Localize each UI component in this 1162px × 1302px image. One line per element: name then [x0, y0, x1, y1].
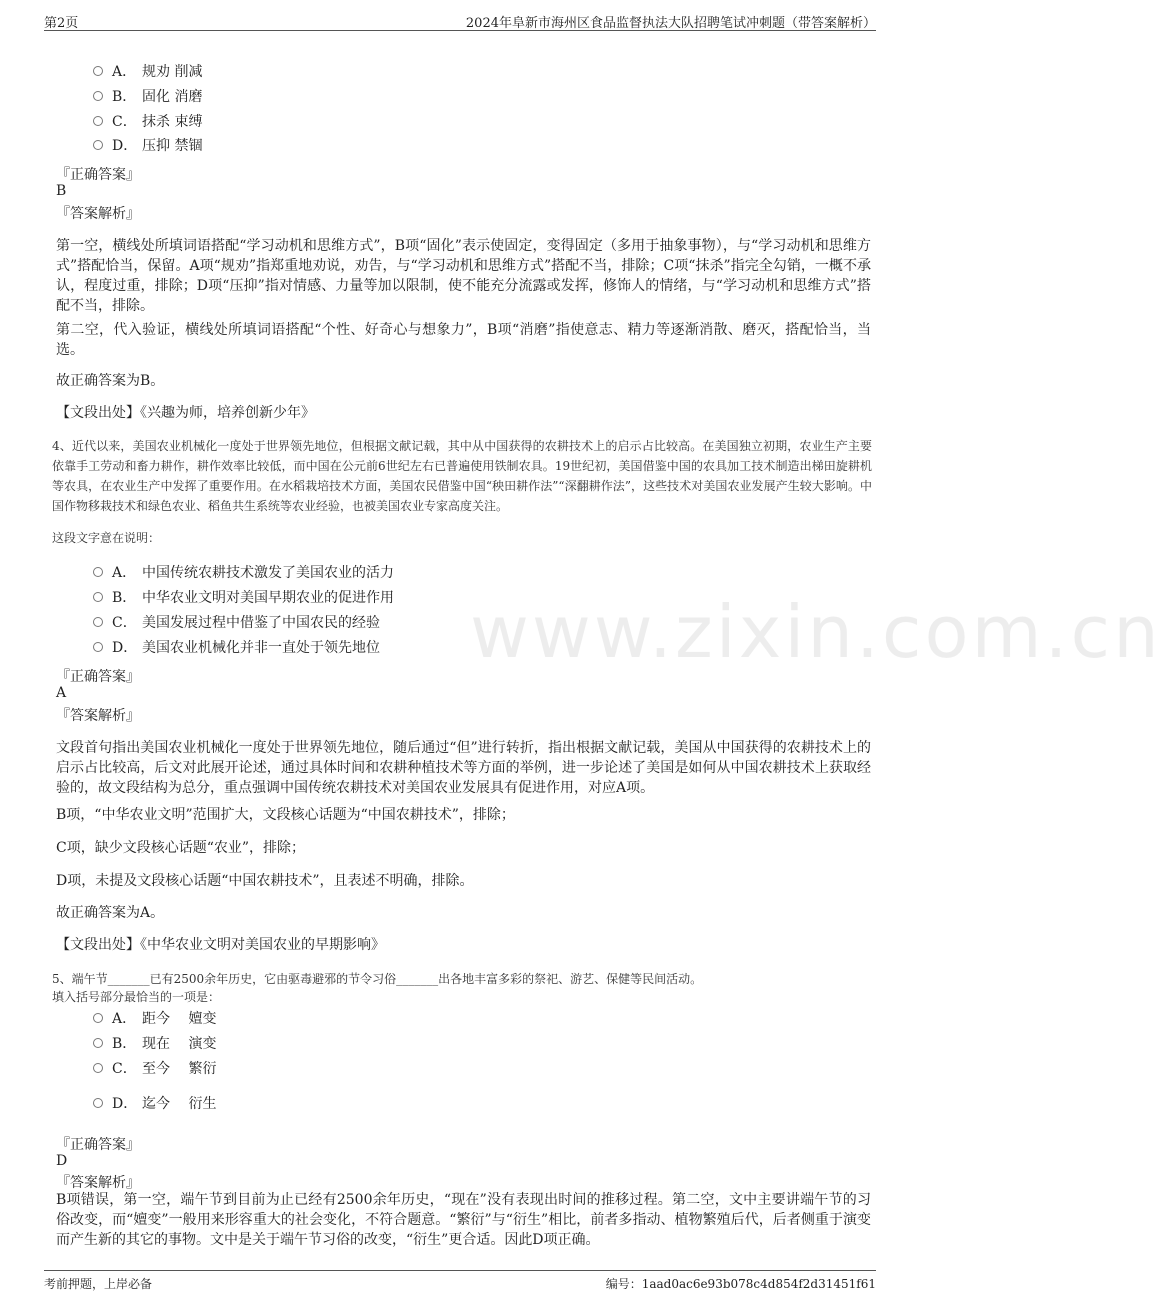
q3-source: 【文段出处】《兴趣为师，培养创新少年》 — [56, 405, 315, 421]
q4-option-c[interactable]: C． 美国发展过程中借鉴了中国农民的经验 — [93, 613, 380, 633]
q3-answer: B — [56, 183, 67, 199]
q5-prompt: 填入括号部分最恰当的一项是： — [52, 990, 221, 1004]
q4-answer: A — [56, 685, 67, 701]
q3-analysis-p1: 第一空，横线处所填词语搭配“学习动机和思维方式”，B项“固化”表示使固定，变得固定（多用于抽象事物），与“学习动机和思维方式”搭配恰当，保留。A项“规劝”指郑重地劝说，劝告，与“学习动机和思维方式”搭配不当，排除；C项“抹杀”指完全勾销，一概不承认，程度过重，排除；D项“压抑”指对情感、力量等加以限制，使不能充分流露或发挥，修饰人的情绪，与“学习动机和思维方式”搭配不当，排除。 — [56, 238, 871, 314]
q5-option-b[interactable]: B． 现在 演变 — [93, 1034, 216, 1054]
q3-analysis-label: 『答案解析』 — [56, 206, 140, 222]
footer-slogan: 考前押题，上岸必备 — [44, 1277, 153, 1291]
q4-analysis-p4: D项，未提及文段核心话题“中国农耕技术”，且表述不明确，排除。 — [56, 873, 474, 889]
radio-icon[interactable] — [93, 66, 103, 76]
q5-stem: 5、端午节_______已有2500余年历史，它由驱毒避邪的节令习俗_______出各地丰富多彩的祭祀、游艺、保健等民间活动。 — [52, 972, 703, 986]
q4-analysis-p1: 文段首句指出美国农业机械化一度处于世界领先地位，随后通过“但”进行转折，指出根据文献记载，美国从中国获得的农耕技术上的启示占比较高，后文对此展开论述，通过具体时间和农耕种植技术等方面的举例，进一步论述了美国是如何从中国农耕技术上获取经验的，故文段结构为总分，重点强调中国传统农耕技术对美国农业发展具有促进作用，对应A项。 — [56, 740, 871, 796]
radio-icon[interactable] — [93, 1038, 103, 1048]
radio-icon[interactable] — [93, 91, 103, 101]
radio-icon[interactable] — [93, 567, 103, 577]
radio-icon[interactable] — [93, 1098, 103, 1108]
q4-option-d[interactable]: D． 美国农业机械化并非一直处于领先地位 — [93, 638, 380, 658]
q4-prompt: 这段文字意在说明： — [52, 531, 161, 545]
q3-analysis-p2: 第二空，代入验证，横线处所填词语搭配“个性、好奇心与想象力”，B项“消磨”指使意志、精力等逐渐消散、磨灭，搭配恰当，当选。 — [56, 322, 871, 358]
q4-analysis-label: 『答案解析』 — [56, 708, 140, 724]
q3-option-d[interactable]: D． 压抑 禁锢 — [93, 136, 202, 156]
q4-analysis-p5: 故正确答案为A。 — [56, 905, 165, 921]
q4-answer-label: 『正确答案』 — [56, 669, 140, 685]
q4-source: 【文段出处】《中华农业文明对美国农业的早期影响》 — [56, 937, 385, 953]
radio-icon[interactable] — [93, 592, 103, 602]
q3-option-a[interactable]: A． 规劝 削减 — [93, 62, 202, 82]
radio-icon[interactable] — [93, 1063, 103, 1073]
q3-option-c[interactable]: C． 抹杀 束缚 — [93, 112, 202, 132]
q3-analysis-p3: 故正确答案为B。 — [56, 373, 165, 389]
q4-option-b[interactable]: B． 中华农业文明对美国早期农业的促进作用 — [93, 588, 394, 608]
q5-answer-label: 『正确答案』 — [56, 1137, 140, 1153]
q5-option-d[interactable]: D． 迄今 衍生 — [93, 1094, 216, 1114]
q4-analysis-p3: C项，缺少文段核心话题“农业”，排除； — [56, 840, 306, 856]
q4-stem: 4、近代以来，美国农业机械化一度处于世界领先地位，但根据文献记载，其中从中国获得的农耕技术上的启示占比较高。在美国独立初期，农业生产主要依靠手工劳动和畜力耕作，耕作效率比较低，而中国在公元前6世纪左右已普遍使用铁制农具。19世纪初，美国借鉴中国的农具加工技术制造出梯田旋耕机等农具，在农业生产中发挥了重要作用。在水稻栽培技术方面，美国农民借鉴中国“秧田耕作法”“深翻耕作法”，这些技术对美国农业发展产生较大影响。中国作物移栽技术和绿色农业、稻鱼共生系统等农业经验，也被美国农业专家高度关注。 — [52, 439, 872, 513]
page-header — [44, 10, 876, 31]
q3-answer-label: 『正确答案』 — [56, 167, 140, 183]
q5-analysis-label: 『答案解析』 — [56, 1175, 140, 1191]
page-footer — [44, 1270, 876, 1291]
q4-analysis-p2: B项，“中华农业文明”范围扩大，文段核心话题为“中国农耕技术”，排除； — [56, 807, 515, 823]
radio-icon[interactable] — [93, 1013, 103, 1023]
q3-option-b[interactable]: B． 固化 消磨 — [93, 87, 202, 107]
page-number: 第2页 — [44, 16, 79, 31]
q5-answer: D — [56, 1153, 68, 1169]
q5-option-c[interactable]: C． 至今 繁衍 — [93, 1059, 216, 1079]
document-title: 2024年阜新市海州区食品监督执法大队招聘笔试冲刺题（带答案解析） — [465, 16, 876, 31]
radio-icon[interactable] — [93, 642, 103, 652]
q4-option-a[interactable]: A． 中国传统农耕技术激发了美国农业的活力 — [93, 563, 394, 583]
q5-analysis: B项错误，第一空，端午节到目前为止已经有2500余年历史，“现在”没有表现出时间的推移过程。第二空，文中主要讲端午节的习俗改变，而“嬗变”一般用来形容重大的社会变化，不符合题意。“繁衍”与“衍生”相比，前者多指动、植物繁殖后代，后者侧重于演变而产生新的其它的事物。文中是关于端午节习俗的改变，“衍生”更合适。因此D项正确。 — [56, 1192, 871, 1248]
radio-icon[interactable] — [93, 116, 103, 126]
watermark: www.zixin.com.cn — [470, 590, 1162, 674]
radio-icon[interactable] — [93, 617, 103, 627]
q5-option-a[interactable]: A． 距今 嬗变 — [93, 1009, 216, 1029]
radio-icon[interactable] — [93, 140, 103, 150]
document-code: 编号：1aad0ac6e93b078c4d854f2d31451f61 — [605, 1277, 876, 1291]
